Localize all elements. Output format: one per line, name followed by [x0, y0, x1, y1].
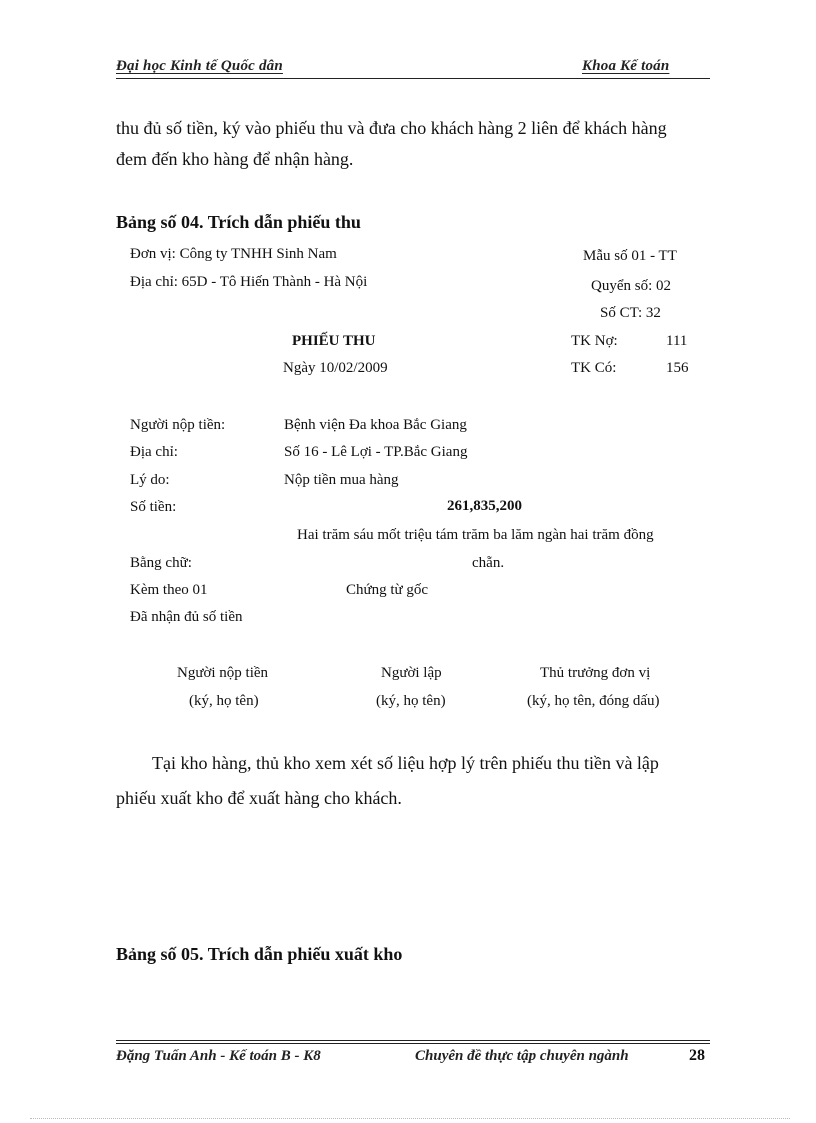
signature-head-role: Thủ trưởng đơn vị: [540, 665, 651, 681]
receipt-form-no: Mẫu số 01 - TT: [583, 248, 677, 264]
amount-value: 261,835,200: [447, 498, 522, 514]
page-bottom-border: [30, 1118, 790, 1119]
reason-label: Lý do:: [130, 472, 170, 488]
attachment-label: Kèm theo 01: [130, 582, 208, 598]
amount-words-line-1: Hai trăm sáu mốt triệu tám trăm ba lăm ngàn hai trăm đồng: [297, 527, 654, 543]
signature-payer-role: Người nộp tiền: [177, 665, 269, 681]
receipt-credit-label: TK Có:: [571, 360, 617, 376]
footer-report-title: Chuyên đề thực tập chuyên ngành: [415, 1048, 629, 1064]
amount-label: Số tiền:: [130, 499, 177, 515]
intro-line-1: thu đủ số tiền, ký vào phiếu thu và đưa cho khách hàng 2 liên để khách hàng: [116, 118, 667, 138]
outro-line-1: Tại kho hàng, thủ kho xem xét số liệu hợp lý trên phiếu thu tiền và lập: [152, 753, 659, 773]
receipt-title: PHIẾU THU: [292, 333, 376, 349]
receipt-unit: Đơn vị: Công ty TNHH Sinh Nam: [130, 246, 337, 262]
payer-value: Bệnh viện Đa khoa Bắc Giang: [284, 417, 467, 433]
footer-rule-top: [116, 1040, 710, 1041]
signature-head-note: (ký, họ tên, đóng dấu): [527, 693, 660, 709]
receipt-book-no: Quyển số: 02: [591, 278, 671, 294]
reason-value: Nộp tiền mua hàng: [284, 472, 399, 488]
signature-payer-note: (ký, họ tên): [189, 693, 259, 709]
signature-preparer-note: (ký, họ tên): [376, 693, 446, 709]
table-05-title: Bảng số 05. Trích dẫn phiếu xuất kho: [116, 944, 403, 964]
header-university: Đại học Kinh tế Quốc dân: [116, 58, 283, 74]
intro-line-2: đem đến kho hàng để nhận hàng.: [116, 149, 354, 169]
payer-label: Người nộp tiền:: [130, 417, 226, 433]
outro-line-2: phiếu xuất kho để xuất hàng cho khách.: [116, 788, 402, 808]
footer-author: Đặng Tuấn Anh - Kế toán B - K8: [116, 1048, 321, 1064]
signature-preparer-role: Người lập: [381, 665, 442, 681]
receipt-address: Địa chỉ: 65D - Tô Hiến Thành - Hà Nội: [130, 274, 368, 290]
payer-address-label: Địa chỉ:: [130, 444, 178, 460]
table-04-title: Bảng số 04. Trích dẫn phiếu thu: [116, 212, 361, 232]
payer-address-value: Số 16 - Lê Lợi - TP.Bắc Giang: [284, 444, 468, 460]
receipt-doc-no: Số CT: 32: [600, 305, 661, 321]
header-rule: [116, 78, 710, 79]
received-note: Đã nhận đủ số tiền: [130, 609, 243, 625]
header-faculty: Khoa Kế toán: [582, 58, 670, 74]
attachment-value: Chứng từ gốc: [346, 582, 429, 598]
receipt-debit-value: 111: [666, 333, 688, 349]
amount-words-label: Bằng chữ:: [130, 555, 192, 571]
footer-page-number: 28: [689, 1047, 705, 1064]
receipt-date: Ngày 10/02/2009: [283, 360, 388, 376]
amount-words-line-2: chẵn.: [472, 555, 505, 571]
receipt-debit-label: TK Nợ:: [571, 333, 618, 349]
footer-rule-bottom: [116, 1043, 710, 1044]
receipt-credit-value: 156: [666, 360, 689, 376]
